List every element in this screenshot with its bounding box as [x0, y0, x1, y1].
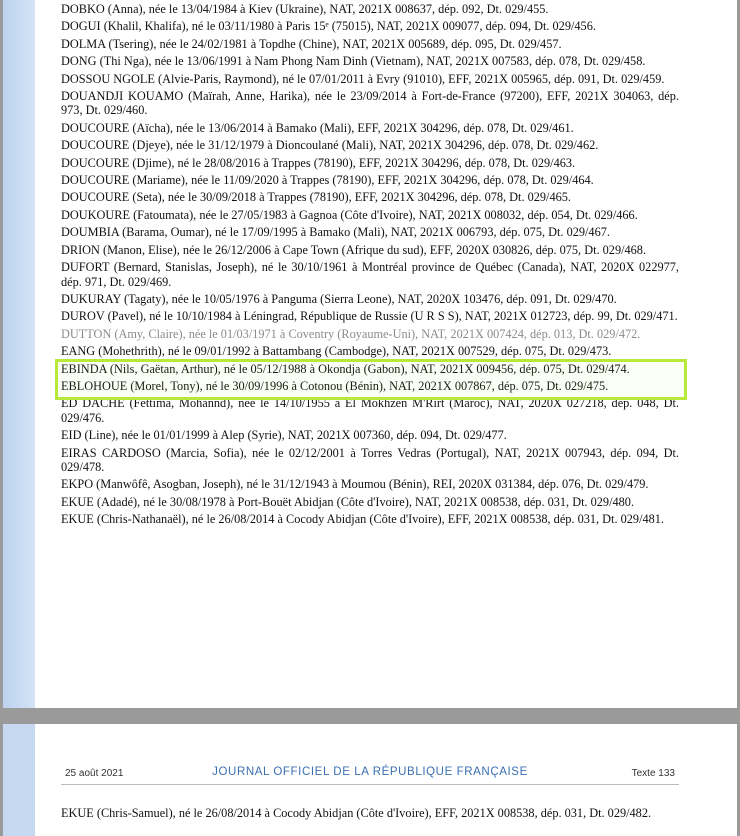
- list-item: EKUE (Chris-Nathanaël), né le 26/08/2014 à Cocody Abidjan (Côte d'Ivoire), EFF, 2021X 008538, dép. 031, Dt. 029/481.: [61, 512, 665, 527]
- entries-list: [61, 2, 679, 530]
- highlight-box: [55, 359, 687, 400]
- page-side-strip: [3, 0, 35, 708]
- header-title: JOURNAL OFFICIEL DE LA RÉPUBLIQUE FRANÇAISE: [212, 766, 528, 778]
- list-item: DRION (Manon, Elise), née le 26/12/2006 à Cape Town (Afrique du sud), EFF, 2020X 030826, dép. 075, Dt. 029/468.: [61, 242, 647, 257]
- list-item: EKPO (Manwôfê, Asogban, Joseph), né le 31/12/1943 à Moumou (Bénin), REI, 2020X 031384, dép. 076, Dt. 029/479.: [61, 477, 649, 492]
- list-item: DOUCOURE (Djime), né le 28/08/2016 à Trappes (78190), EFF, 2021X 304296, dép. 078, Dt. 029/463.: [61, 155, 576, 170]
- list-item: DOUKOURE (Fatoumata), née le 27/05/1983 à Gagnoa (Côte d'Ivoire), NAT, 2021X 008032, dép. 054, Dt. 029/466.: [61, 207, 638, 222]
- list-item: DONG (Thi Nga), née le 13/06/1991 à Nam Phong Nam Dinh (Vietnam), NAT, 2021X 007583, dép. 078, Dt. 029/458.: [61, 54, 646, 69]
- list-item: DOUMBIA (Barama, Oumar), né le 17/09/1995 à Bamako (Mali), NAT, 2021X 006793, dép. 075, Dt. 029/467.: [61, 225, 610, 240]
- header-date: 25 août 2021: [65, 768, 124, 779]
- list-item: ED DACHE (Fettima, Mohannd), née le 14/10/1955 à El Mokhzen M'Rirt (Maroc), NAT, 2020X 027218, dép. 048, Dt. 029/476.: [61, 396, 679, 425]
- document-page-1: [3, 0, 737, 708]
- list-item: DOLMA (Tsering), née le 24/02/1981 à Topdhe (Chine), NAT, 2021X 005689, dép. 095, Dt. 029/457.: [61, 36, 562, 51]
- header-text-number: Texte 133: [631, 768, 675, 779]
- page-header: [61, 754, 679, 785]
- list-item: DUKURAY (Tagaty), née le 10/05/1976 à Panguma (Sierra Leone), NAT, 2020X 103476, dép. 091, Dt. 029/470.: [61, 291, 617, 306]
- page-side-strip: [3, 724, 35, 836]
- list-item: DOGUI (Khalil, Khalifa), né le 03/11/1980 à Paris 15ᵉ (75015), NAT, 2021X 009077, dép. 094, Dt. 029/456.: [61, 19, 596, 34]
- list-item: EBINDA (Nils, Gaëtan, Arthur), né le 05/12/1988 à Okondja (Gabon), NAT, 2021X 009456, dép. 075, Dt. 029/474.: [61, 361, 630, 376]
- list-item: EKUE (Chris-Samuel), né le 26/08/2014 à Cocody Abidjan (Côte d'Ivoire), EFF, 2021X 008538, dép. 031, Dt. 029/482.: [61, 806, 652, 820]
- list-item: EANG (Mohethrith), né le 09/01/1992 à Battambang (Cambodge), NAT, 2021X 007529, dép. 075, Dt. 029/473.: [61, 344, 612, 359]
- highlighted-entry: DUROV (Pavel), né le 10/10/1984 à Léningrad, République de Russie (U R S S), NAT, 2021X 012723, dép. 99, Dt. 029/471.: [61, 309, 678, 324]
- list-item: EID (Line), née le 01/01/1999 à Alep (Syrie), NAT, 2021X 007360, dép. 094, Dt. 029/477.: [61, 428, 507, 443]
- list-item: EBLOHOUE (Morel, Tony), né le 30/09/1996 à Cotonou (Bénin), NAT, 2021X 007867, dép. 075, Dt. 029/475.: [61, 378, 609, 393]
- list-item: DOBKO (Anna), née le 13/04/1984 à Kiev (Ukraine), NAT, 2021X 008637, dép. 092, Dt. 029/455.: [61, 2, 549, 16]
- list-item: DOUCOURE (Seta), née le 30/09/2018 à Trappes (78190), EFF, 2021X 304296, dép. 078, Dt. 029/465.: [61, 190, 571, 205]
- document-page-2: [3, 724, 737, 836]
- list-item: EKUE (Adadé), né le 30/08/1978 à Port-Bouët Abidjan (Côte d'Ivoire), NAT, 2021X 008538, dép. 031, Dt. 029/480.: [61, 494, 635, 509]
- list-item: DUTTON (Amy, Claire), née le 01/03/1971 à Coventry (Royaume-Uni), NAT, 2021X 007424, dép. 013, Dt. 029/472.: [61, 326, 641, 341]
- entries-list: [61, 806, 679, 823]
- list-item: EIRAS CARDOSO (Marcia, Sofia), née le 02/12/2001 à Torres Vedras (Portugal), NAT, 2021X 007943, dép. 094, Dt. 029/478.: [61, 445, 679, 474]
- list-item: DOUANDJI KOUAMO (Maïrah, Anne, Harika), née le 23/09/2014 à Fort-de-France (97200), EFF, 2021X 304063, dép. 973, Dt. 029/460.: [61, 89, 679, 118]
- list-item: DOUCOURE (Djeye), née le 31/12/1979 à Dioncoulané (Mali), NAT, 2021X 304296, dép. 078, Dt. 029/462.: [61, 138, 599, 153]
- list-item: DOSSOU NGOLE (Alvie-Paris, Raymond), né le 07/01/2011 à Evry (91010), EFF, 2021X 005965, dép. 091, Dt. 029/459.: [61, 71, 665, 86]
- list-item: DUFORT (Bernard, Stanislas, Joseph), né le 30/10/1961 à Montréal province de Québec (Canada), NAT, 2020X 022977, dép. 971, Dt. 029/469.: [61, 260, 679, 289]
- list-item: DOUCOURE (Aïcha), née le 13/06/2014 à Bamako (Mali), EFF, 2021X 304296, dép. 078, Dt. 029/461.: [61, 120, 574, 135]
- list-item: DOUCOURE (Mariame), née le 11/09/2020 à Trappes (78190), EFF, 2021X 304296, dép. 078, Dt. 029/464.: [61, 173, 594, 188]
